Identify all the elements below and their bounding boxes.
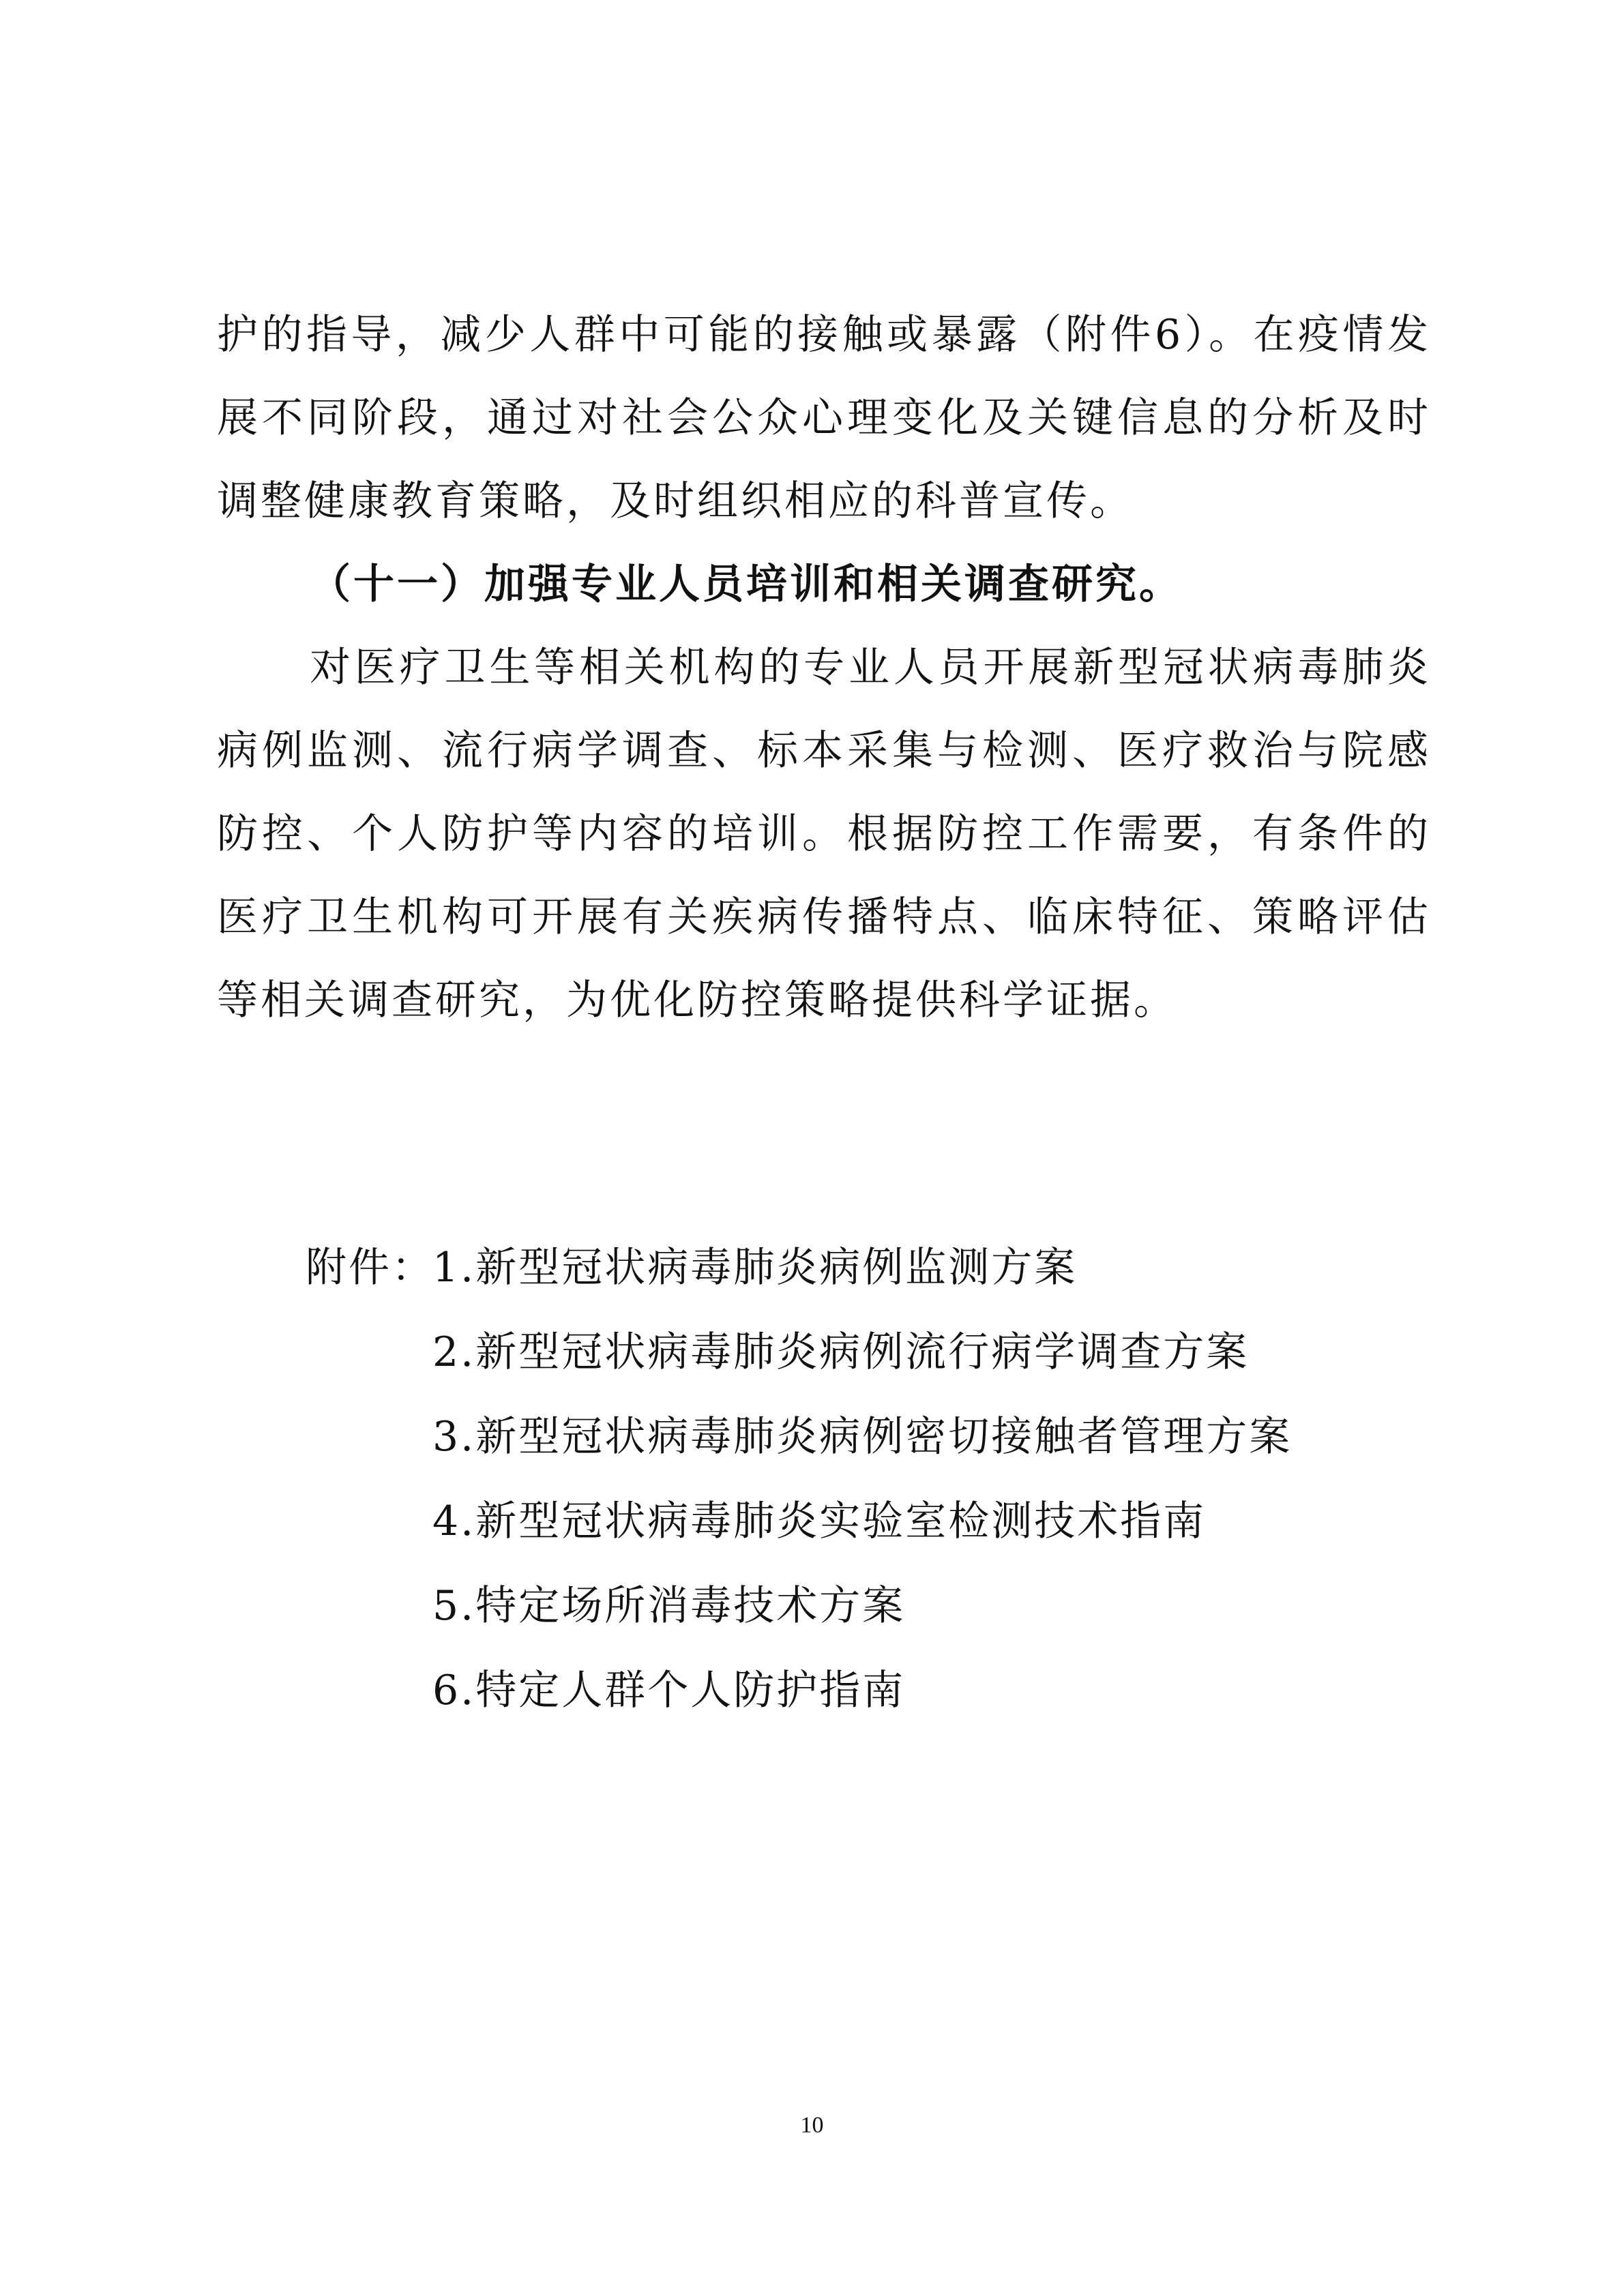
section-heading-training: （十一）加强专业人员培训和相关调查研究。 (310, 561, 1183, 608)
attachment-item (306, 1564, 1397, 1648)
attachments-list (306, 1225, 1397, 1733)
attachment-item (306, 1648, 1397, 1733)
attachment-title: 1.新型冠状病毒肺炎病例监测方案 (432, 1244, 1078, 1292)
paragraph-health-education: 护的指导，减少人群中可能的接触或暴露（附件6）。在疫情发展不同阶段，通过对社会公众心理变化及关键信息的分析及时调整健康教育策略，及时组织相应的科普宣传。 (217, 311, 1431, 525)
attachment-title: 2.新型冠状病毒肺炎病例流行病学调查方案 (432, 1328, 1250, 1376)
attachment-item (306, 1225, 1397, 1310)
page-number: 10 (800, 2113, 824, 2138)
attachment-title: 5.特定场所消毒技术方案 (432, 1582, 906, 1630)
attachment-title: 4.新型冠状病毒肺炎实验室检测技术指南 (432, 1497, 1207, 1545)
attachment-item (306, 1395, 1397, 1479)
attachment-item (306, 1310, 1397, 1395)
attachment-title: 6.特定人群个人防护指南 (432, 1667, 906, 1714)
document-body (217, 293, 1431, 1042)
attachment-item (306, 1479, 1397, 1564)
attachments-label: 附件： (306, 1244, 434, 1292)
attachment-title: 3.新型冠状病毒肺炎病例密切接触者管理方案 (432, 1413, 1293, 1461)
paragraph-training: 对医疗卫生等相关机构的专业人员开展新型冠状病毒肺炎病例监测、流行病学调查、标本采集与检测、医疗救治与院感防控、个人防护等内容的培训。根据防控工作需要，有条件的医疗卫生机构可开展有关疾病传播特点、临床特征、策略评估等相关调查研究，为优化防控策略提供科学证据。 (217, 644, 1431, 1024)
